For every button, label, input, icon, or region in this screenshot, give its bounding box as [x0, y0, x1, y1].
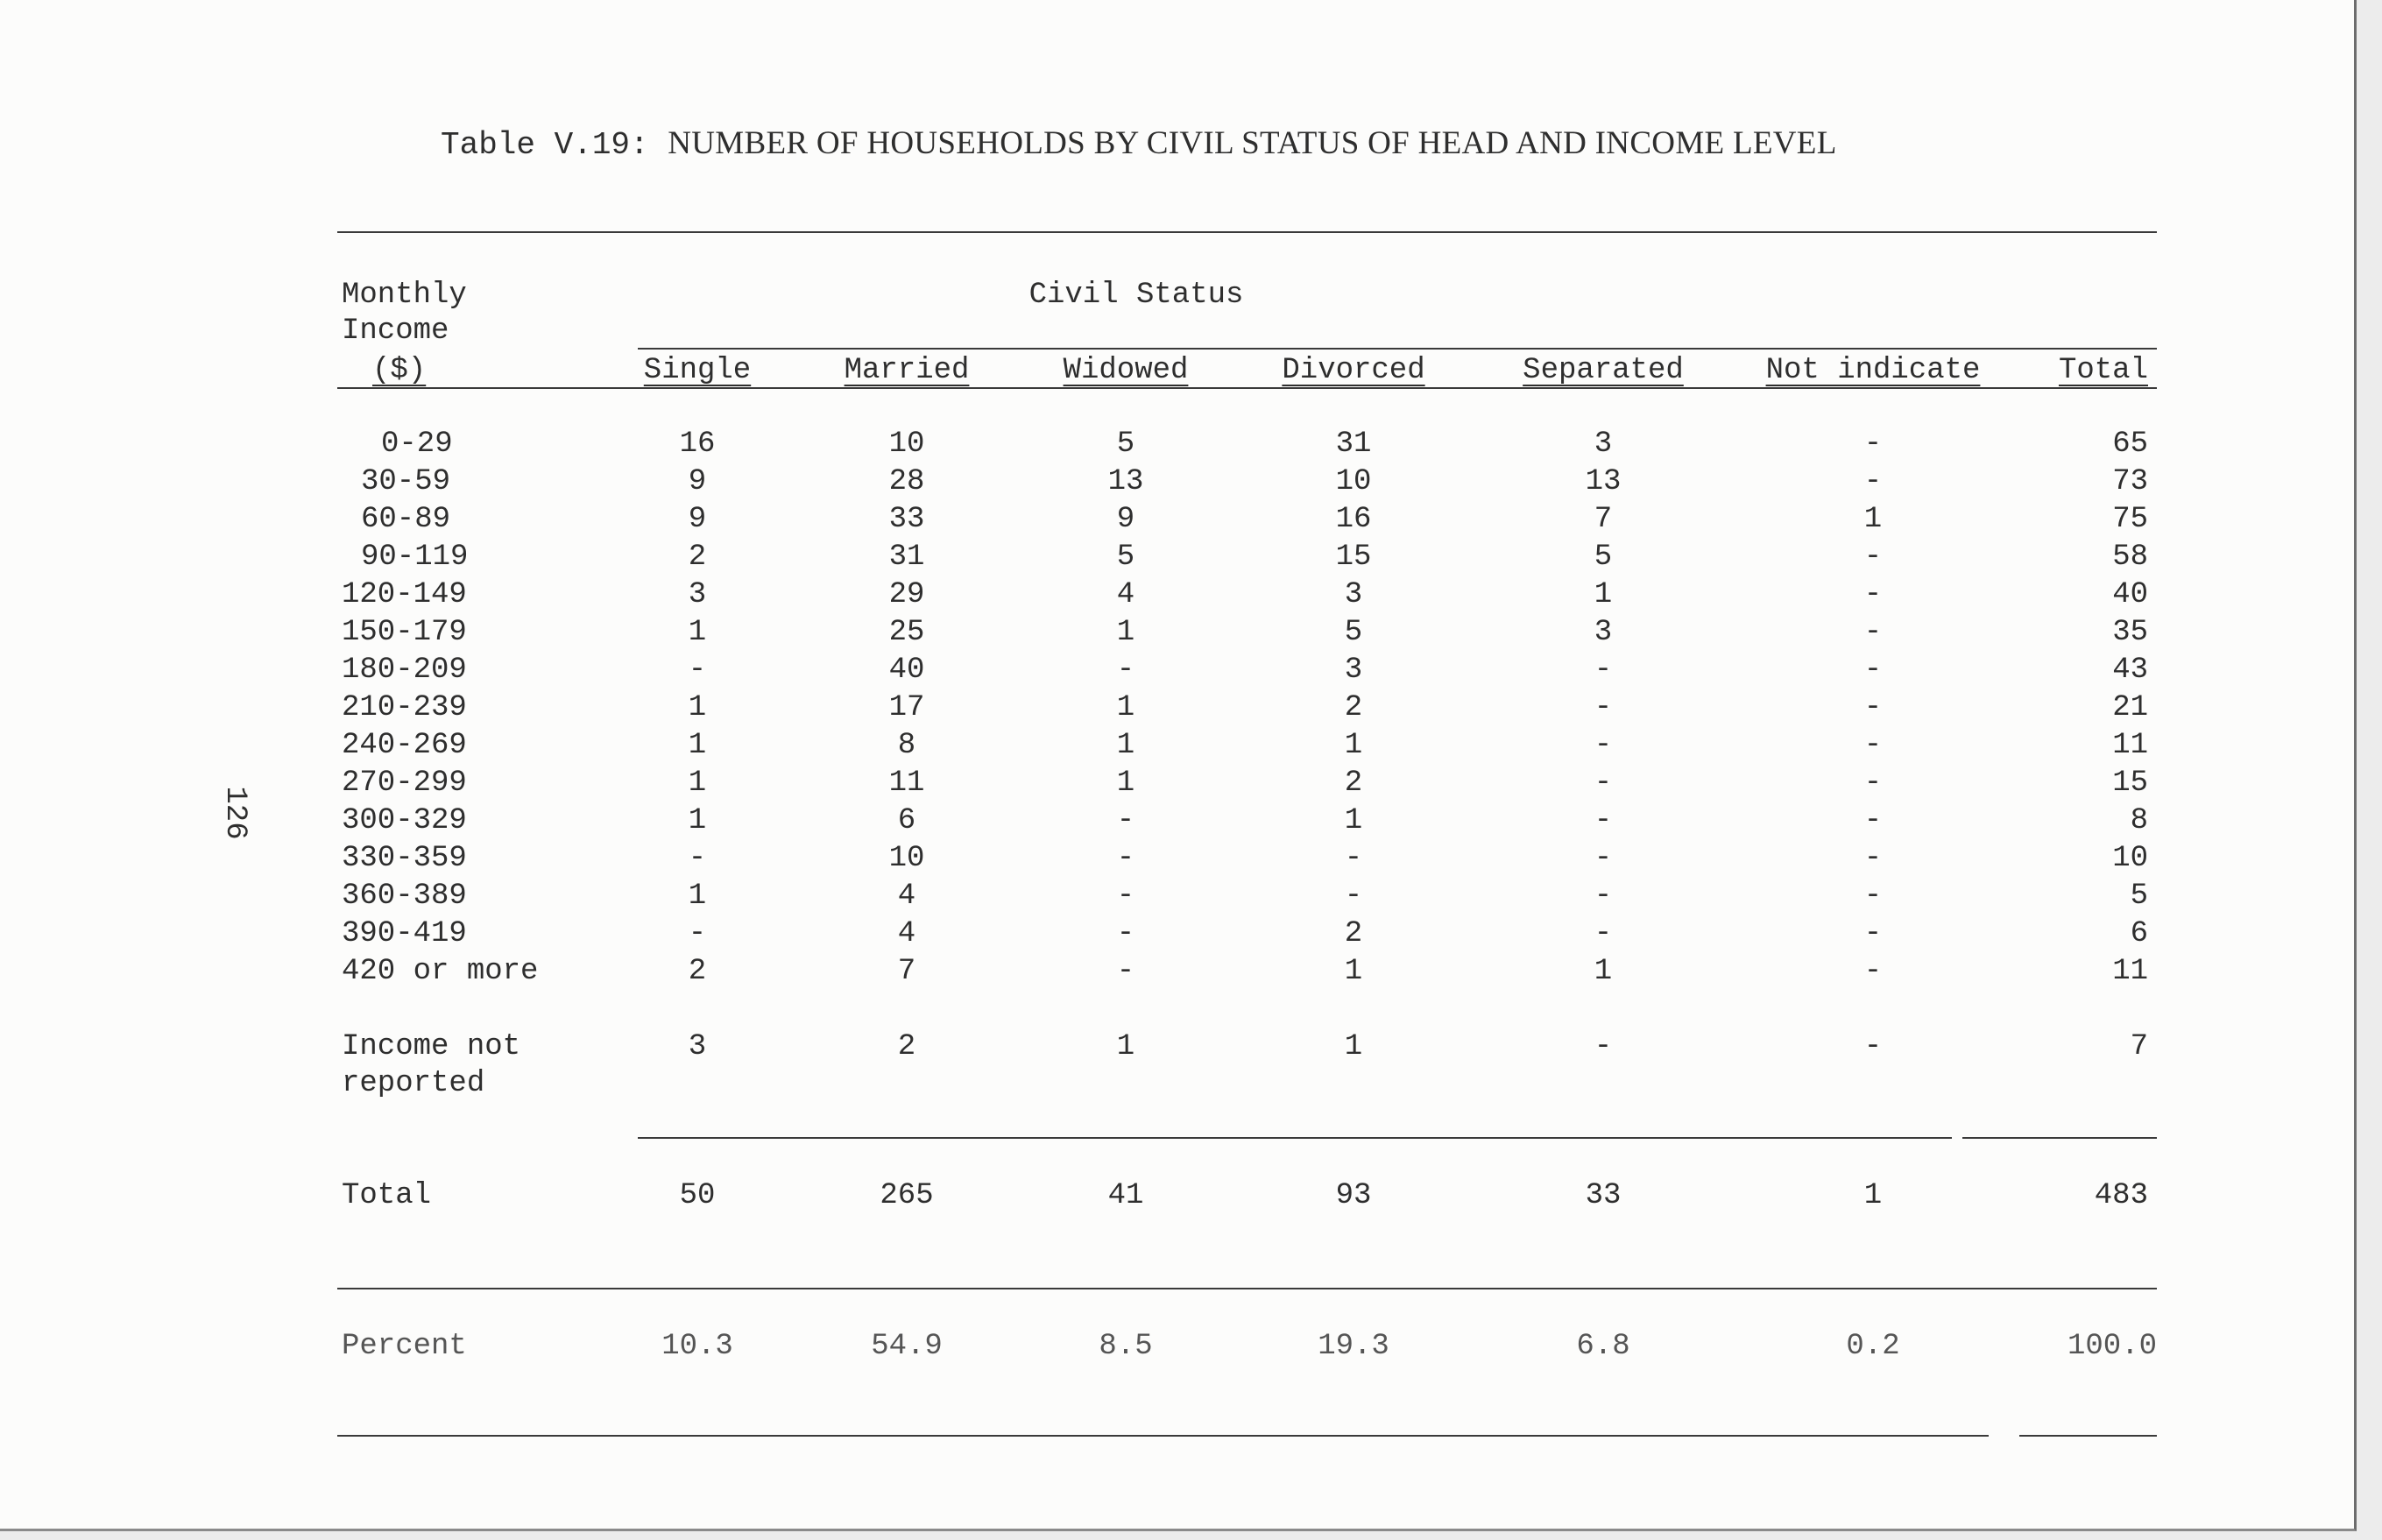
- bottom-rule-left: [337, 1435, 1989, 1437]
- table-title: [441, 124, 1837, 163]
- table-cell: -: [688, 842, 707, 875]
- table-cell: -: [1344, 842, 1363, 875]
- total-rule: [337, 1288, 2157, 1289]
- table-cell: 3: [1594, 616, 1613, 649]
- table-cell: -: [1344, 879, 1363, 913]
- percent-row-cell: 6.8: [1576, 1330, 1630, 1363]
- group-heading-rule: [638, 348, 2157, 350]
- table-cell: 1: [1344, 804, 1363, 837]
- row-label: 360-389: [342, 879, 467, 913]
- table-cell: 5: [1116, 427, 1135, 461]
- table-cell: 1: [1344, 955, 1363, 988]
- table-cell: 1: [1594, 955, 1613, 988]
- table-cell: -: [1594, 729, 1613, 762]
- table-cell: -: [1863, 1030, 1883, 1063]
- table-cell: 25: [888, 616, 925, 649]
- table-cell: 5: [1344, 616, 1363, 649]
- total-row-cell: 265: [880, 1179, 934, 1212]
- table-cell: 1: [688, 616, 707, 649]
- table-cell-total: 7: [2130, 1030, 2148, 1063]
- table-cell: -: [1863, 766, 1883, 800]
- column-header-widowed: Widowed: [1063, 354, 1189, 387]
- table-cell: 1: [688, 879, 707, 913]
- table-cell: 17: [888, 691, 925, 724]
- table-cell: 1: [1116, 729, 1135, 762]
- column-header-not-indicate: Not indicate: [1765, 354, 1981, 387]
- table-cell: 3: [688, 578, 707, 611]
- table-cell-total: 15: [2112, 766, 2148, 800]
- table-cell: 31: [888, 540, 925, 574]
- table-cell: -: [1594, 879, 1613, 913]
- table-cell: 40: [888, 653, 925, 687]
- top-rule: [337, 231, 2157, 233]
- table-cell: 1: [1594, 578, 1613, 611]
- row-label: 150-179: [342, 616, 467, 649]
- table-cell: -: [1863, 465, 1883, 498]
- subtotal-rule-left: [638, 1137, 1952, 1139]
- table-cell: 1: [1344, 729, 1363, 762]
- table-cell-total: 5: [2130, 879, 2148, 913]
- table-cell: -: [1863, 842, 1883, 875]
- row-label: 270-299: [342, 766, 467, 800]
- stub-heading-line1: Monthly: [342, 279, 467, 312]
- table-cell: -: [1594, 804, 1613, 837]
- table-cell: 10: [888, 427, 925, 461]
- row-label-not-reported-line1: Income not: [342, 1030, 521, 1063]
- percent-row-cell: 54.9: [871, 1330, 943, 1363]
- percent-row-cell: 19.3: [1318, 1330, 1389, 1363]
- total-row-cell: 33: [1585, 1179, 1622, 1212]
- column-header-single: Single: [643, 354, 752, 387]
- total-row-grand-total: 483: [2094, 1179, 2148, 1212]
- percent-row-cell: 0.2: [1846, 1330, 1900, 1363]
- subtotal-rule-right: [1962, 1137, 2157, 1139]
- row-label: 390-419: [342, 917, 467, 950]
- table-cell: 2: [1344, 691, 1363, 724]
- table-cell: -: [1863, 955, 1883, 988]
- table-cell: 2: [897, 1030, 916, 1063]
- table-cell: 1: [1116, 691, 1135, 724]
- bottom-rule-right: [2019, 1435, 2157, 1437]
- row-label-not-reported-line2: reported: [342, 1067, 485, 1100]
- percent-row-cell: 8.5: [1099, 1330, 1153, 1363]
- table-cell: -: [1594, 766, 1613, 800]
- total-row-cell: 1: [1863, 1179, 1883, 1212]
- table-cell: 1: [1116, 1030, 1135, 1063]
- row-label: 300-329: [342, 804, 467, 837]
- table-cell: 1: [688, 691, 707, 724]
- table-cell: 16: [1335, 503, 1372, 536]
- percent-row-total: 100.0: [2067, 1330, 2157, 1363]
- table-cell-total: 35: [2112, 616, 2148, 649]
- table-cell: 7: [1594, 503, 1613, 536]
- table-cell: -: [1863, 691, 1883, 724]
- row-label: 180-209: [342, 653, 467, 687]
- table-cell: 1: [688, 766, 707, 800]
- table-cell: 13: [1585, 465, 1622, 498]
- table-cell: 4: [897, 917, 916, 950]
- table-cell-total: 43: [2112, 653, 2148, 687]
- table-cell: -: [1116, 955, 1135, 988]
- table-cell: 9: [688, 503, 707, 536]
- row-label: 120-149: [342, 578, 467, 611]
- header-rule: [337, 387, 2157, 389]
- table-number: Table V.19:: [441, 127, 649, 163]
- total-row-label: Total: [342, 1179, 432, 1212]
- table-cell: -: [1594, 917, 1613, 950]
- column-header-total: Total: [2058, 354, 2148, 387]
- table-cell: 1: [1344, 1030, 1363, 1063]
- table-cell: 10: [888, 842, 925, 875]
- table-cell-total: 65: [2112, 427, 2148, 461]
- column-header-separated: Separated: [1523, 354, 1684, 387]
- table-cell: -: [1863, 578, 1883, 611]
- table-cell-total: 11: [2112, 729, 2148, 762]
- table-cell: -: [1863, 616, 1883, 649]
- row-label: 420 or more: [342, 955, 539, 988]
- civil-status-group-heading: Civil Status: [1028, 279, 1244, 312]
- table-cell: -: [1594, 691, 1613, 724]
- table-cell: -: [1863, 917, 1883, 950]
- total-row-cell: 41: [1107, 1179, 1144, 1212]
- table-cell: 33: [888, 503, 925, 536]
- table-cell-total: 11: [2112, 955, 2148, 988]
- table-cell: 1: [1116, 616, 1135, 649]
- table-cell: 2: [1344, 766, 1363, 800]
- table-caption: NUMBER OF HOUSEHOLDS BY CIVIL STATUS OF HEAD AND INCOME LEVEL: [668, 125, 1837, 161]
- table-cell: -: [1863, 879, 1883, 913]
- table-cell: 4: [897, 879, 916, 913]
- table-cell: -: [1116, 842, 1135, 875]
- table-cell: 10: [1335, 465, 1372, 498]
- table-cell: 8: [897, 729, 916, 762]
- table-cell: -: [1863, 427, 1883, 461]
- table-cell: -: [688, 653, 707, 687]
- table-cell: -: [1116, 917, 1135, 950]
- table-cell: 28: [888, 465, 925, 498]
- table-cell: 6: [897, 804, 916, 837]
- table-cell-total: 6: [2130, 917, 2148, 950]
- row-label: 240-269: [342, 729, 467, 762]
- table-cell-total: 40: [2112, 578, 2148, 611]
- percent-row-label: Percent: [342, 1330, 467, 1363]
- table-cell-total: 21: [2112, 691, 2148, 724]
- table-cell: 5: [1116, 540, 1135, 574]
- table-cell: 11: [888, 766, 925, 800]
- table-cell: 4: [1116, 578, 1135, 611]
- table-cell: -: [688, 917, 707, 950]
- page-number: 126: [218, 786, 251, 840]
- table-cell: 2: [1344, 917, 1363, 950]
- table-cell: 3: [1344, 578, 1363, 611]
- percent-row-cell: 10.3: [661, 1330, 733, 1363]
- table-cell-total: 75: [2112, 503, 2148, 536]
- table-cell: 15: [1335, 540, 1372, 574]
- table-cell: -: [1863, 540, 1883, 574]
- table-cell: 5: [1594, 540, 1613, 574]
- stub-heading-line2: Income: [342, 314, 449, 348]
- table-cell: -: [1116, 653, 1135, 687]
- row-label: 30-59: [361, 465, 451, 498]
- table-cell: -: [1116, 879, 1135, 913]
- table-cell: 31: [1335, 427, 1372, 461]
- table-cell: -: [1594, 842, 1613, 875]
- row-label: 210-239: [342, 691, 467, 724]
- table-cell: 9: [1116, 503, 1135, 536]
- row-label: 0-29: [381, 427, 453, 461]
- total-row-cell: 50: [679, 1179, 716, 1212]
- table-cell: -: [1594, 1030, 1613, 1063]
- table-cell: 2: [688, 540, 707, 574]
- table-cell: 1: [1863, 503, 1883, 536]
- row-label: 330-359: [342, 842, 467, 875]
- table-cell: 29: [888, 578, 925, 611]
- column-header-married: Married: [844, 354, 970, 387]
- column-header-divorced: Divorced: [1282, 354, 1425, 387]
- table-cell: -: [1863, 804, 1883, 837]
- table-cell: 1: [1116, 766, 1135, 800]
- table-cell: -: [1116, 804, 1135, 837]
- table-cell: -: [1863, 729, 1883, 762]
- total-row-cell: 93: [1335, 1179, 1372, 1212]
- table-cell-total: 8: [2130, 804, 2148, 837]
- table-cell: 3: [1594, 427, 1613, 461]
- table-cell: -: [1594, 653, 1613, 687]
- table-cell: 2: [688, 955, 707, 988]
- table-cell: 3: [1344, 653, 1363, 687]
- table-cell-total: 73: [2112, 465, 2148, 498]
- row-label: 60-89: [361, 503, 451, 536]
- table-cell: 13: [1107, 465, 1144, 498]
- table-cell: 9: [688, 465, 707, 498]
- table-cell: 1: [688, 804, 707, 837]
- table-cell: 3: [688, 1030, 707, 1063]
- row-label: 90-119: [361, 540, 469, 574]
- table-cell: 7: [897, 955, 916, 988]
- table-cell: 16: [679, 427, 716, 461]
- stub-heading-line3: ($): [372, 354, 427, 387]
- table-cell-total: 10: [2112, 842, 2148, 875]
- table-cell: 1: [688, 729, 707, 762]
- table-cell-total: 58: [2112, 540, 2148, 574]
- table-cell: -: [1863, 653, 1883, 687]
